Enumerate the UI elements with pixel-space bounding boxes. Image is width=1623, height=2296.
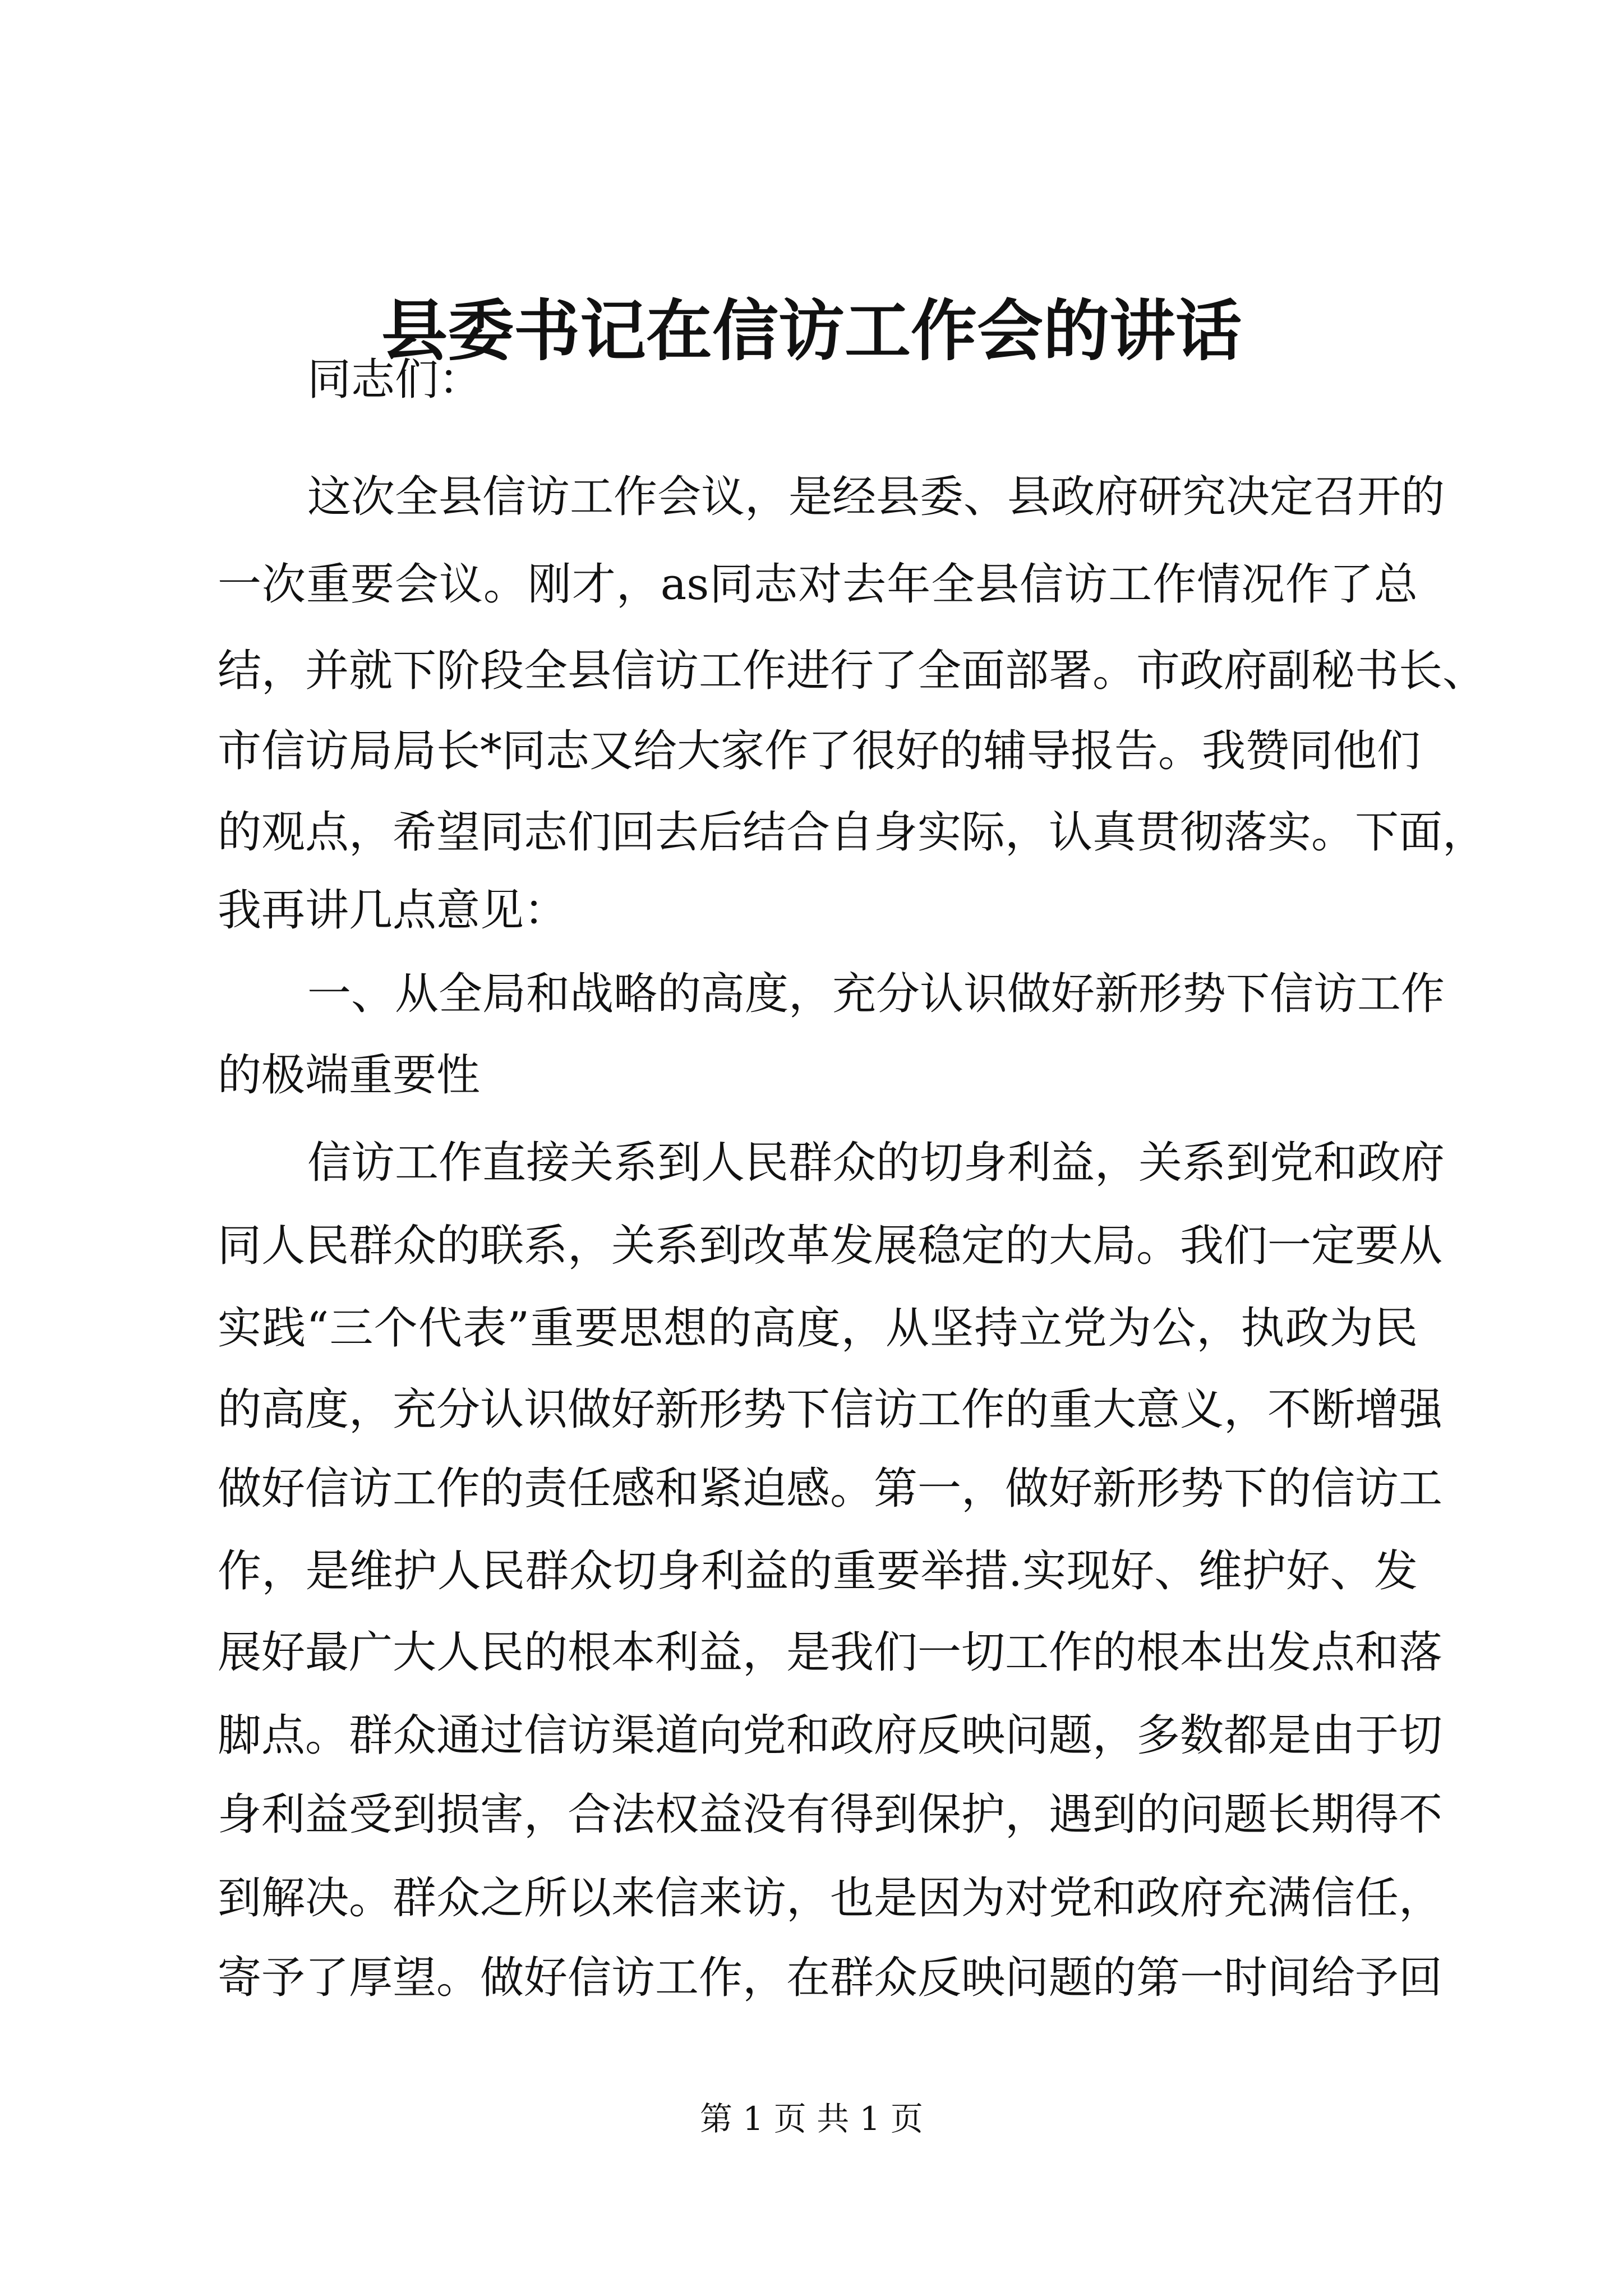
body-text-line: 实践“三个代表”重要思想的高度，从坚持立党为公，执政为民 (218, 1303, 1418, 1354)
section-heading-line: 的极端重要性 (218, 1050, 481, 1101)
body-text-line: 的观点，希望同志们回去后结合自身实际，认真贯彻落实。下面， (218, 807, 1487, 858)
body-text-line: 我再讲几点意见： (218, 885, 568, 936)
body-text-line: 这次全县信访工作会议，是经县委、县政府研究决定召开的 (307, 472, 1445, 522)
body-text-line: 市信访局局长*同志又给大家作了很好的辅导报告。我赞同他们 (218, 726, 1421, 776)
body-text-line: 信访工作直接关系到人民群众的切身利益，关系到党和政府 (307, 1138, 1445, 1188)
body-text-line: 身利益受到损害，合法权益没有得到保护，遇到的问题长期得不 (218, 1789, 1443, 1840)
body-text-line: 同人民群众的联系，关系到改革发展稳定的大局。我们一定要从 (218, 1221, 1443, 1271)
body-text-line: 一次重要会议。刚才，as同志对去年全县信访工作情况作了总 (218, 559, 1418, 610)
page-number-footer: 第 1 页 共 1 页 (700, 2100, 923, 2138)
body-text-line: 做好信访工作的责任感和紧迫感。第一，做好新形势下的信访工 (218, 1464, 1443, 1514)
body-text-line: 展好最广大人民的根本利益，是我们一切工作的根本出发点和落 (218, 1627, 1443, 1678)
salutation-line: 同志们： (307, 355, 483, 405)
body-text-line: 结，并就下阶段全县信访工作进行了全面部署。市政府副秘书长、 (218, 646, 1487, 696)
body-text-line: 的高度，充分认识做好新形势下信访工作的重大意义，不断增强 (218, 1384, 1443, 1435)
body-text-line: 到解决。群众之所以来信来访，也是因为对党和政府充满信任， (218, 1873, 1443, 1924)
body-text-line: 作，是维护人民群众切身利益的重要举措.实现好、维护好、发 (218, 1546, 1418, 1596)
body-text-line: 脚点。群众通过信访渠道向党和政府反映问题，多数都是由于切 (218, 1710, 1443, 1761)
body-text-line: 寄予了厚望。做好信访工作，在群众反映问题的第一时间给予回 (218, 1953, 1443, 2003)
section-heading-line: 一、从全局和战略的高度，充分认识做好新形势下信访工作 (307, 969, 1445, 1019)
document-title: 县委书记在信访工作会的讲话 (381, 292, 1242, 370)
